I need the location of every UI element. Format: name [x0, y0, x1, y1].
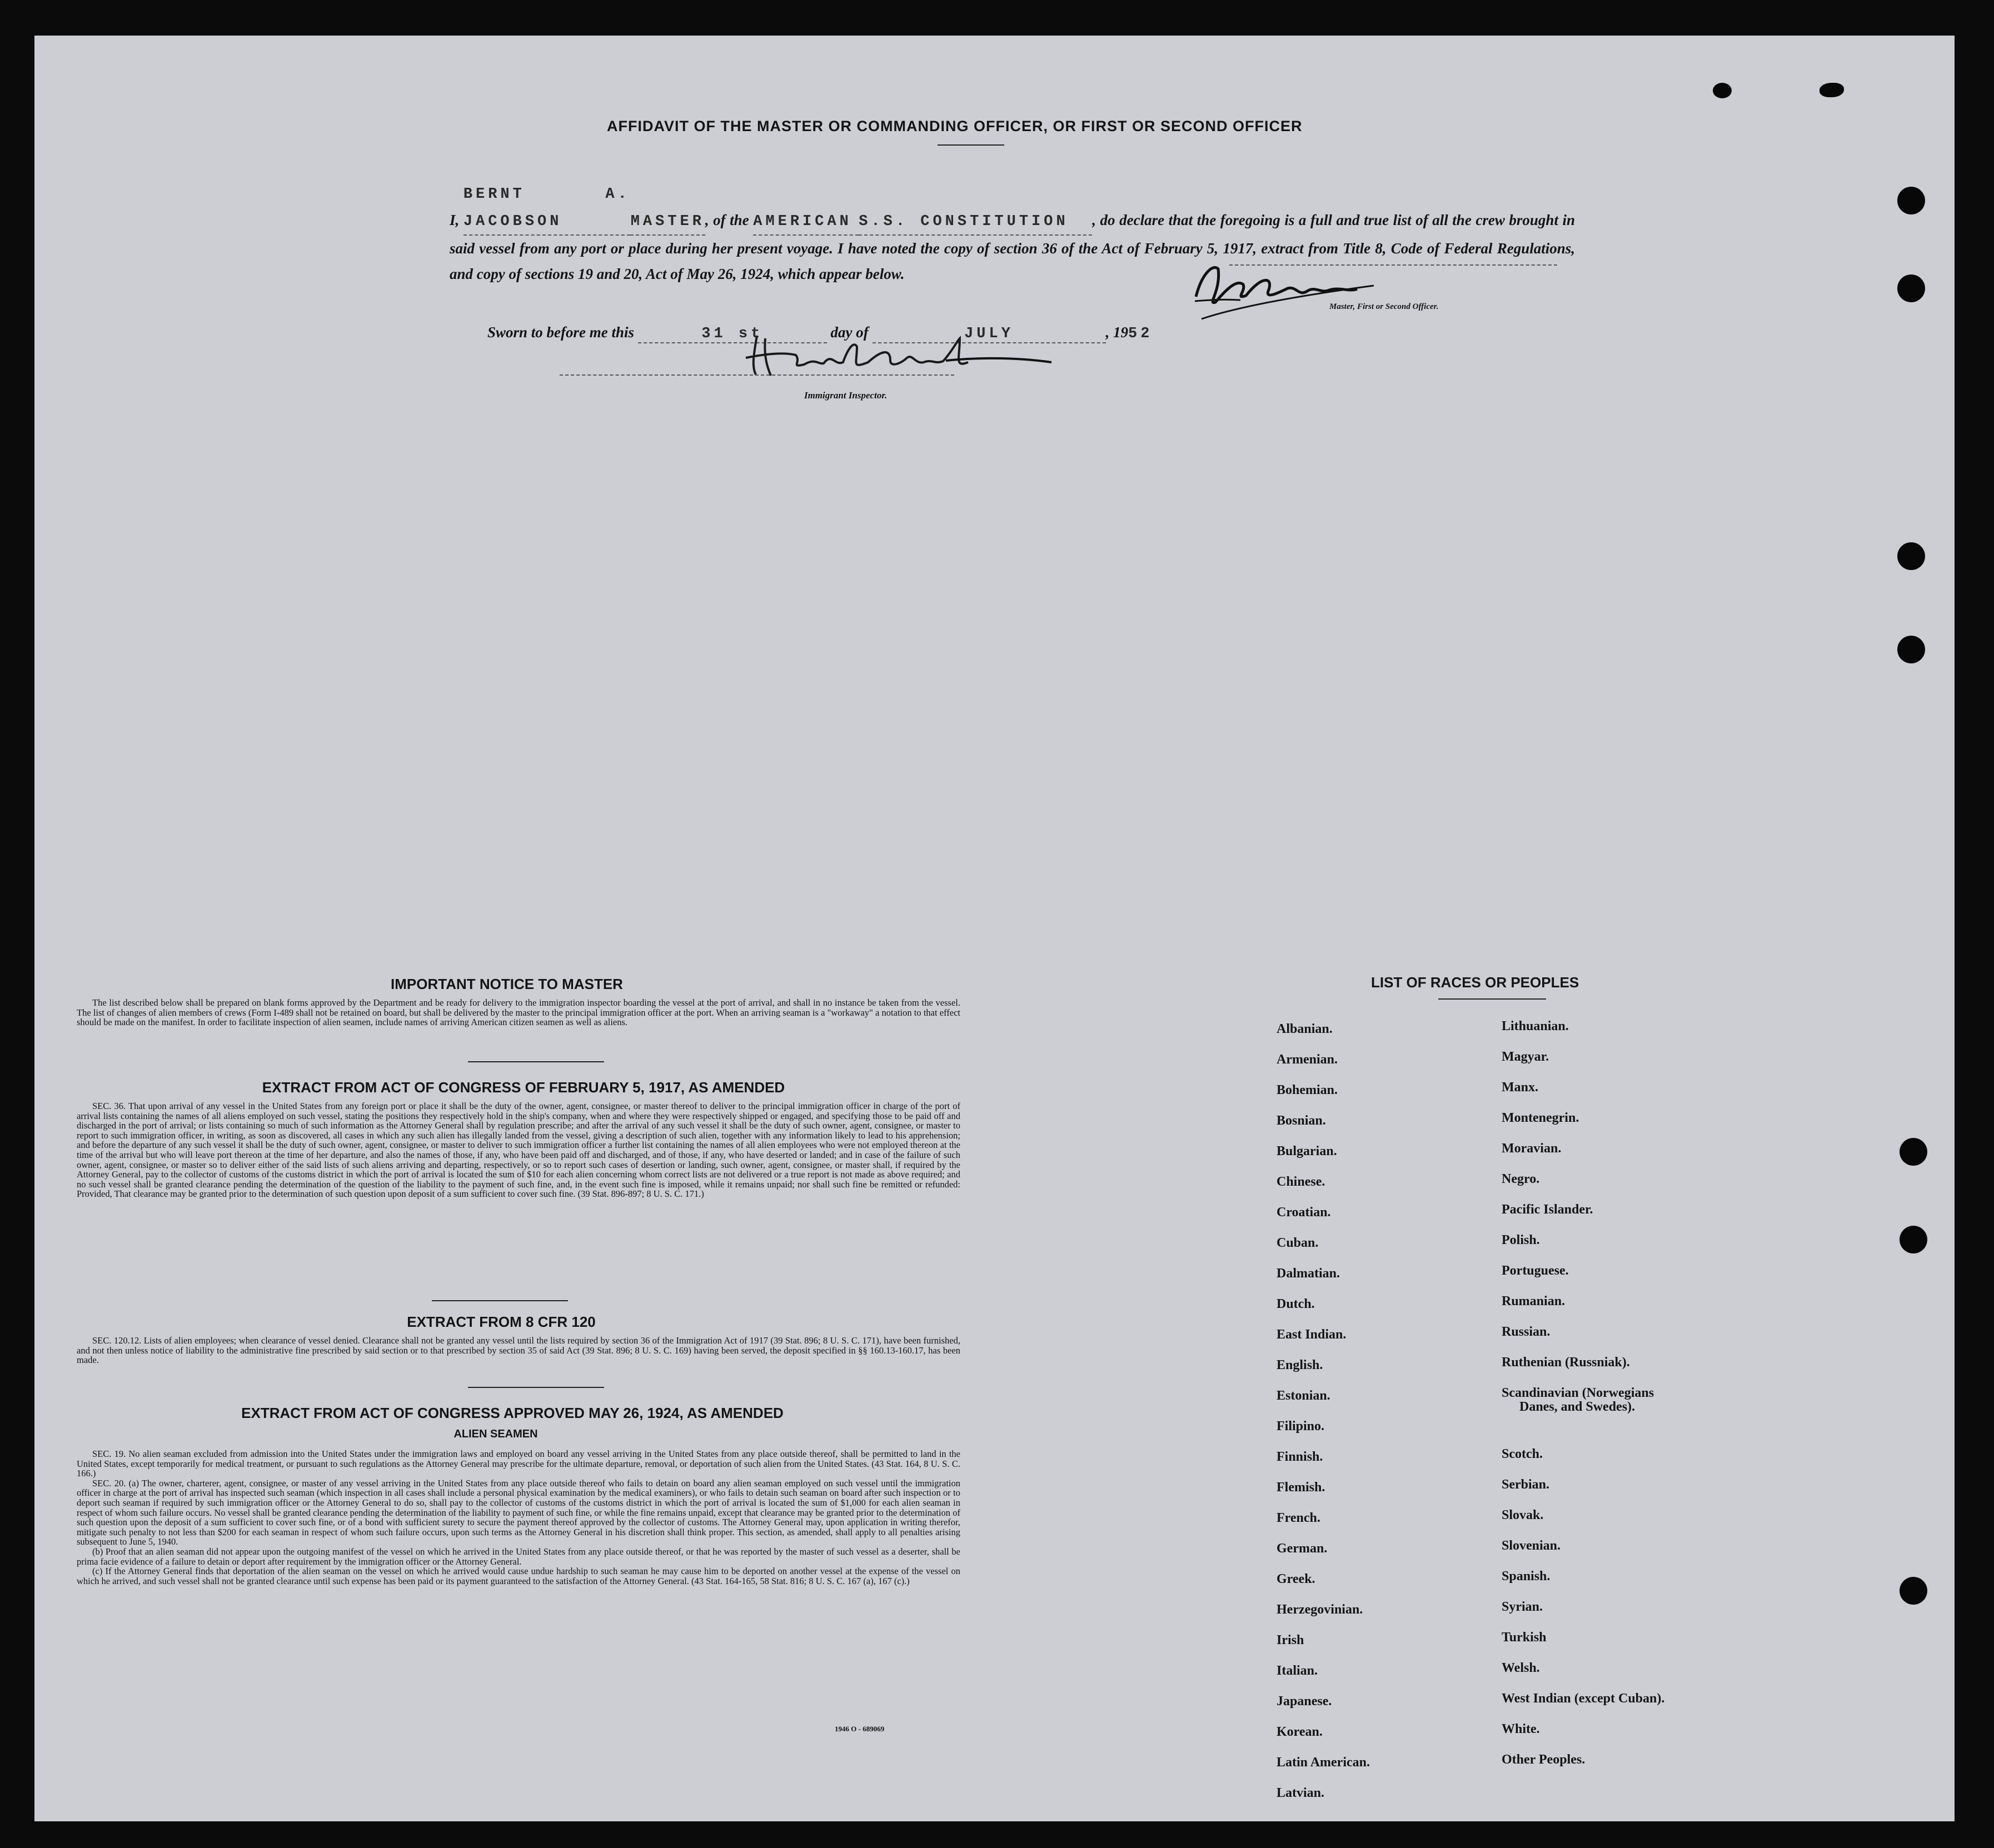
- race-item: Estonian.: [1277, 1389, 1330, 1403]
- master-caption: Master, First or Second Officer.: [1329, 302, 1439, 311]
- race-item: Albanian.: [1277, 1022, 1333, 1036]
- race-item: Syrian.: [1502, 1600, 1543, 1614]
- section-20c-paragraph: (c) If the Attorney General finds that deportation of the alien seaman on the vessel on which he arrived would cause undue hardship to such seaman he may cause him to be deported on another vessel at the expense of the vessel on which he arrived, and such vessel shall not be granted clearance until such expense has been paid or its payment guaranteed to the satisfaction of the Attorney General. (43 Stat. 164-165, 58 Stat. 816; 8 U. S. C. 167 (a), 167 (c).): [77, 1566, 960, 1586]
- inspector-signature-line: [560, 374, 954, 376]
- race-item: Danes, and Swedes).: [1519, 1400, 1636, 1414]
- torn-hole: [1713, 83, 1732, 98]
- race-item: Scotch.: [1502, 1447, 1543, 1461]
- race-item: Dutch.: [1277, 1297, 1315, 1311]
- extract-1917-title: EXTRACT FROM ACT OF CONGRESS OF FEBRUARY 5, 1917, AS AMENDED: [262, 1079, 785, 1096]
- punch-hole: [1900, 1226, 1927, 1253]
- race-item: Chinese.: [1277, 1175, 1325, 1189]
- vessel-field: S.S. CONSTITUTION: [859, 213, 1069, 230]
- race-item: Moravian.: [1502, 1141, 1562, 1156]
- race-item: Italian.: [1277, 1664, 1318, 1678]
- race-item: Pacific Islander.: [1502, 1202, 1593, 1217]
- section-19-paragraph: SEC. 19. No alien seaman excluded from admission into the United States under the immigration laws and employed on board any vessel arriving in the United States from any place outside thereof, shall be permitted to land in the United States, except temporarily for medical treatment, or pursuant to such regulations as the Attorney General may prescribe for the ultimate departure, removal, or deportation of such alien from the United States. (43 Stat. 164, 8 U. S. C. 166.): [77, 1449, 960, 1479]
- rank-field: MASTER: [630, 213, 705, 230]
- race-item: German.: [1277, 1541, 1328, 1556]
- race-item: Scandinavian (Norwegians: [1502, 1386, 1654, 1400]
- race-item: Finnish.: [1277, 1450, 1323, 1464]
- notice-title: IMPORTANT NOTICE TO MASTER: [391, 976, 623, 992]
- declaration-paragraph: [450, 180, 1575, 287]
- punch-hole: [1897, 542, 1925, 570]
- races-title-rule: [1438, 998, 1546, 1000]
- race-item: Montenegrin.: [1502, 1111, 1579, 1125]
- race-item: English.: [1277, 1358, 1323, 1372]
- do-declare-label: , do declare: [1092, 212, 1165, 228]
- race-item: Bohemian.: [1277, 1083, 1338, 1097]
- section-rule: [468, 1061, 604, 1062]
- race-item: Lithuanian.: [1502, 1019, 1569, 1033]
- race-item: Negro.: [1502, 1172, 1540, 1186]
- month-field: JULY: [964, 326, 1014, 342]
- torn-hole: [1819, 83, 1844, 97]
- race-item: Russian.: [1502, 1325, 1551, 1339]
- notice-text: [77, 998, 960, 1027]
- extract-1917-text: [77, 1101, 960, 1199]
- extract-1917-paragraph: SEC. 36. That upon arrival of any vessel in the United States from any foreign port or place it shall be the duty of the owner, agent, consignee, or master thereof to deliver to the principal immigration officer in charge of the port of arrival lists containing the names of all aliens employed on such vessel, stating the positions they respectively hold in the ship's company, when and where they were respectively shipped or engaged, and specifying those to be paid off and discharged in the port of arrival; or lists containing so much of such information as the Attorney General shall by regulation prescribe; and after the arrival of any such vessel it shall be the duty of such owner, agent, consignee, or master to report to such immigration officer, in writing, as soon as discovered, all cases in which any such alien has illegally landed from the vessel, giving a description of such alien, together with any information likely to lead to his apprehension; and before the departure of any such vessel it shall be the duty of such owner, agent, consignee, or master to deliver to such immigration officer a further list containing the names of all alien employees who were not employed thereon at the time of the arrival but who will leave port thereon at the time of her departure, and also the names of those, if any, who have been paid off and discharged, and of those, if any, who have deserted or landed; and in case of the failure of such owner, agent, consignee, or master so to deliver either of the said lists of such aliens arriving and departing, respectively, or so to report such cases of desertion or landing, such owner, agent, consignee, or master shall, if required by the Attorney General, pay to the collector of customs of the customs district in which the port of arrival is located the sum of $10 for each alien concerning whom correct lists are not delivered or a true report is not made as above required; and no such vessel shall be granted clearance pending the determination of the question of the liability to the payment of such fine, and, in the event such fine is imposed, while it remains unpaid; nor shall such fine be remitted or refunded: Provided, That clearance may be granted prior to the determination of such question upon deposit of a sum sufficient to cover such fine. (39 Stat. 896-897; 8 U. S. C. 171.): [77, 1101, 960, 1200]
- race-item: Korean.: [1277, 1725, 1323, 1739]
- year-field: 52: [1128, 326, 1153, 342]
- declaration-body: that the foregoing is a full and true list of all the crew brought in said vessel from any port or place during her present voyage. I have noted the copy of section 36 of the Act of February 5, 1917, extract from Title 8, Code of Federal Regulations, and copy of sections 19 and 20, Act of May 26, 1924, which appear below.: [450, 212, 1576, 282]
- race-item: Welsh.: [1502, 1661, 1540, 1675]
- race-item: Slovenian.: [1502, 1539, 1561, 1553]
- race-item: Slovak.: [1502, 1508, 1544, 1522]
- title-rule: [938, 144, 1004, 146]
- race-item: Other Peoples.: [1502, 1752, 1586, 1767]
- alien-seamen-subtitle: ALIEN SEAMEN: [453, 1428, 538, 1440]
- extract-cfr-text: [77, 1336, 960, 1365]
- race-item: Armenian.: [1277, 1052, 1338, 1067]
- race-item: Bulgarian.: [1277, 1144, 1337, 1158]
- race-item: Croatian.: [1277, 1205, 1331, 1220]
- punch-hole: [1897, 274, 1925, 302]
- race-item: Flemish.: [1277, 1480, 1325, 1495]
- punch-hole: [1900, 1577, 1927, 1605]
- race-item: Turkish: [1502, 1630, 1547, 1645]
- master-name-field: BERNT A. JACOBSON: [463, 186, 630, 230]
- year-prefix: , 19: [1105, 324, 1129, 341]
- race-item: French.: [1277, 1511, 1320, 1525]
- affidavit-title: AFFIDAVIT OF THE MASTER OR COMMANDING OFFICER, OR FIRST OR SECOND OFFICER: [607, 118, 1303, 134]
- punch-hole: [1897, 636, 1925, 663]
- race-item: Spanish.: [1502, 1569, 1551, 1584]
- extract-1924-text: [77, 1449, 960, 1586]
- race-item: Rumanian.: [1502, 1294, 1566, 1308]
- race-item: Greek.: [1277, 1572, 1315, 1586]
- notice-paragraph: The list described below shall be prepared on blank forms approved by the Department and be ready for delivery to the immigration inspector boarding the vessel at the port of arrival, and shall in no instance be taken from the vessel. The list of changes of alien members of crews (Form I-489 shall not be retained on board, but shall be delivered by the master to the principal immigration officer at the port. When an arriving seaman is a "workaway" a notation to that effect should be made on the manifest. In order to facilitate inspection of alien seamen, include names of arriving American citizen seamen as well as aliens.: [77, 997, 960, 1028]
- race-item: White.: [1502, 1722, 1540, 1736]
- print-code: 1946 O - 689069: [835, 1725, 885, 1733]
- race-item: Manx.: [1502, 1080, 1538, 1095]
- day-of-label: day of: [830, 324, 869, 341]
- extract-cfr-paragraph: SEC. 120.12. Lists of alien employees; when clearance of vessel denied. Clearance shall not be granted any vessel until the lists required by section 36 of the Immigration Act of 1917 (39 Stat. 896; 8 U. S. C. 171), have been furnished, and not then unless notice of liability to the administrative fine prescribed by said section or to that prescribed by section 35 of said Act (39 Stat. 896; 8 U. S. C. 169) having been served, the deposit specified in §§ 160.13-160.17, has been made.: [77, 1335, 960, 1366]
- race-item: Latin American.: [1277, 1755, 1370, 1770]
- race-item: Japanese.: [1277, 1694, 1332, 1709]
- section-20a-paragraph: SEC. 20. (a) The owner, charterer, agent, consignee, or master of any vessel arriving in the United States from any place outside thereof who fails to detain on board any alien seaman employed on such vessel until the immigration officer in charge at the port of arrival has inspected such seaman (which inspection in all cases shall include a personal physical examination by the medical examiners), or who fails to detain such seaman on board after such inspection or to deport such seaman if required by such immigration officer or the Attorney General to do so, shall pay to the collector of customs of the customs district in which the port of arrival is located the sum of $1,000 for each alien seaman in respect of whom such failure occurs. No vessel shall be granted clearance pending the determination of the liability to payment of such fine, or while the fine remains unpaid, except that clearance may be granted prior to the determination of such question upon the deposit of a sum sufficient to cover such fine, or of a bond with sufficient surety to secure the payment thereof approved by the collector of customs. The Attorney General may, upon application in writing therefor, mitigate such penalty to not less than $200 for each seaman in respect of whom such failure occurs, upon such terms as the Attorney General in his discretion shall think proper. This section, as amended, shall apply to all penalties arising subsequent to June 5, 1940.: [77, 1477, 960, 1547]
- race-item: East Indian.: [1277, 1327, 1347, 1342]
- declaration-i: I,: [450, 212, 460, 228]
- race-item: Serbian.: [1502, 1477, 1550, 1492]
- of-the-label: , of the: [705, 212, 749, 228]
- races-title: LIST OF RACES OR PEOPLES: [1371, 974, 1579, 991]
- race-item: Magyar.: [1502, 1050, 1549, 1064]
- race-item: Latvian.: [1277, 1786, 1325, 1800]
- race-item: Filipino.: [1277, 1419, 1325, 1434]
- section-rule: [468, 1387, 604, 1388]
- race-item: Bosnian.: [1277, 1113, 1326, 1128]
- punch-hole: [1900, 1138, 1927, 1166]
- race-item: Polish.: [1502, 1233, 1540, 1247]
- flag-field: AMERICAN: [753, 213, 852, 230]
- extract-1924-title: EXTRACT FROM ACT OF CONGRESS APPROVED MAY 26, 1924, AS AMENDED: [241, 1405, 784, 1421]
- race-item: Ruthenian (Russniak).: [1502, 1355, 1630, 1370]
- race-item: Irish: [1277, 1633, 1304, 1647]
- day-field: 31 st: [701, 326, 764, 342]
- race-item: Herzegovinian.: [1277, 1602, 1363, 1617]
- extract-cfr-title: EXTRACT FROM 8 CFR 120: [407, 1313, 596, 1330]
- race-item: Portuguese.: [1502, 1263, 1569, 1278]
- section-20b-paragraph: (b) Proof that an alien seaman did not appear upon the outgoing manifest of the vessel on which he arrived in the United States from any place outside thereof, or that he was reported by the master of such vessel as a deserter, shall be prima facie evidence of a failure to detain or deport after requirement by the immigration officer or the Attorney General.: [77, 1546, 960, 1567]
- sworn-label: Sworn to before me this: [487, 324, 635, 341]
- punch-hole: [1897, 187, 1925, 214]
- race-item: Dalmatian.: [1277, 1266, 1340, 1281]
- race-item: West Indian (except Cuban).: [1502, 1691, 1665, 1706]
- race-item: Cuban.: [1277, 1236, 1319, 1250]
- section-rule: [432, 1300, 568, 1301]
- inspector-caption: Immigrant Inspector.: [804, 390, 888, 401]
- form-page: [34, 36, 1955, 1821]
- master-signature-line: [1229, 264, 1557, 266]
